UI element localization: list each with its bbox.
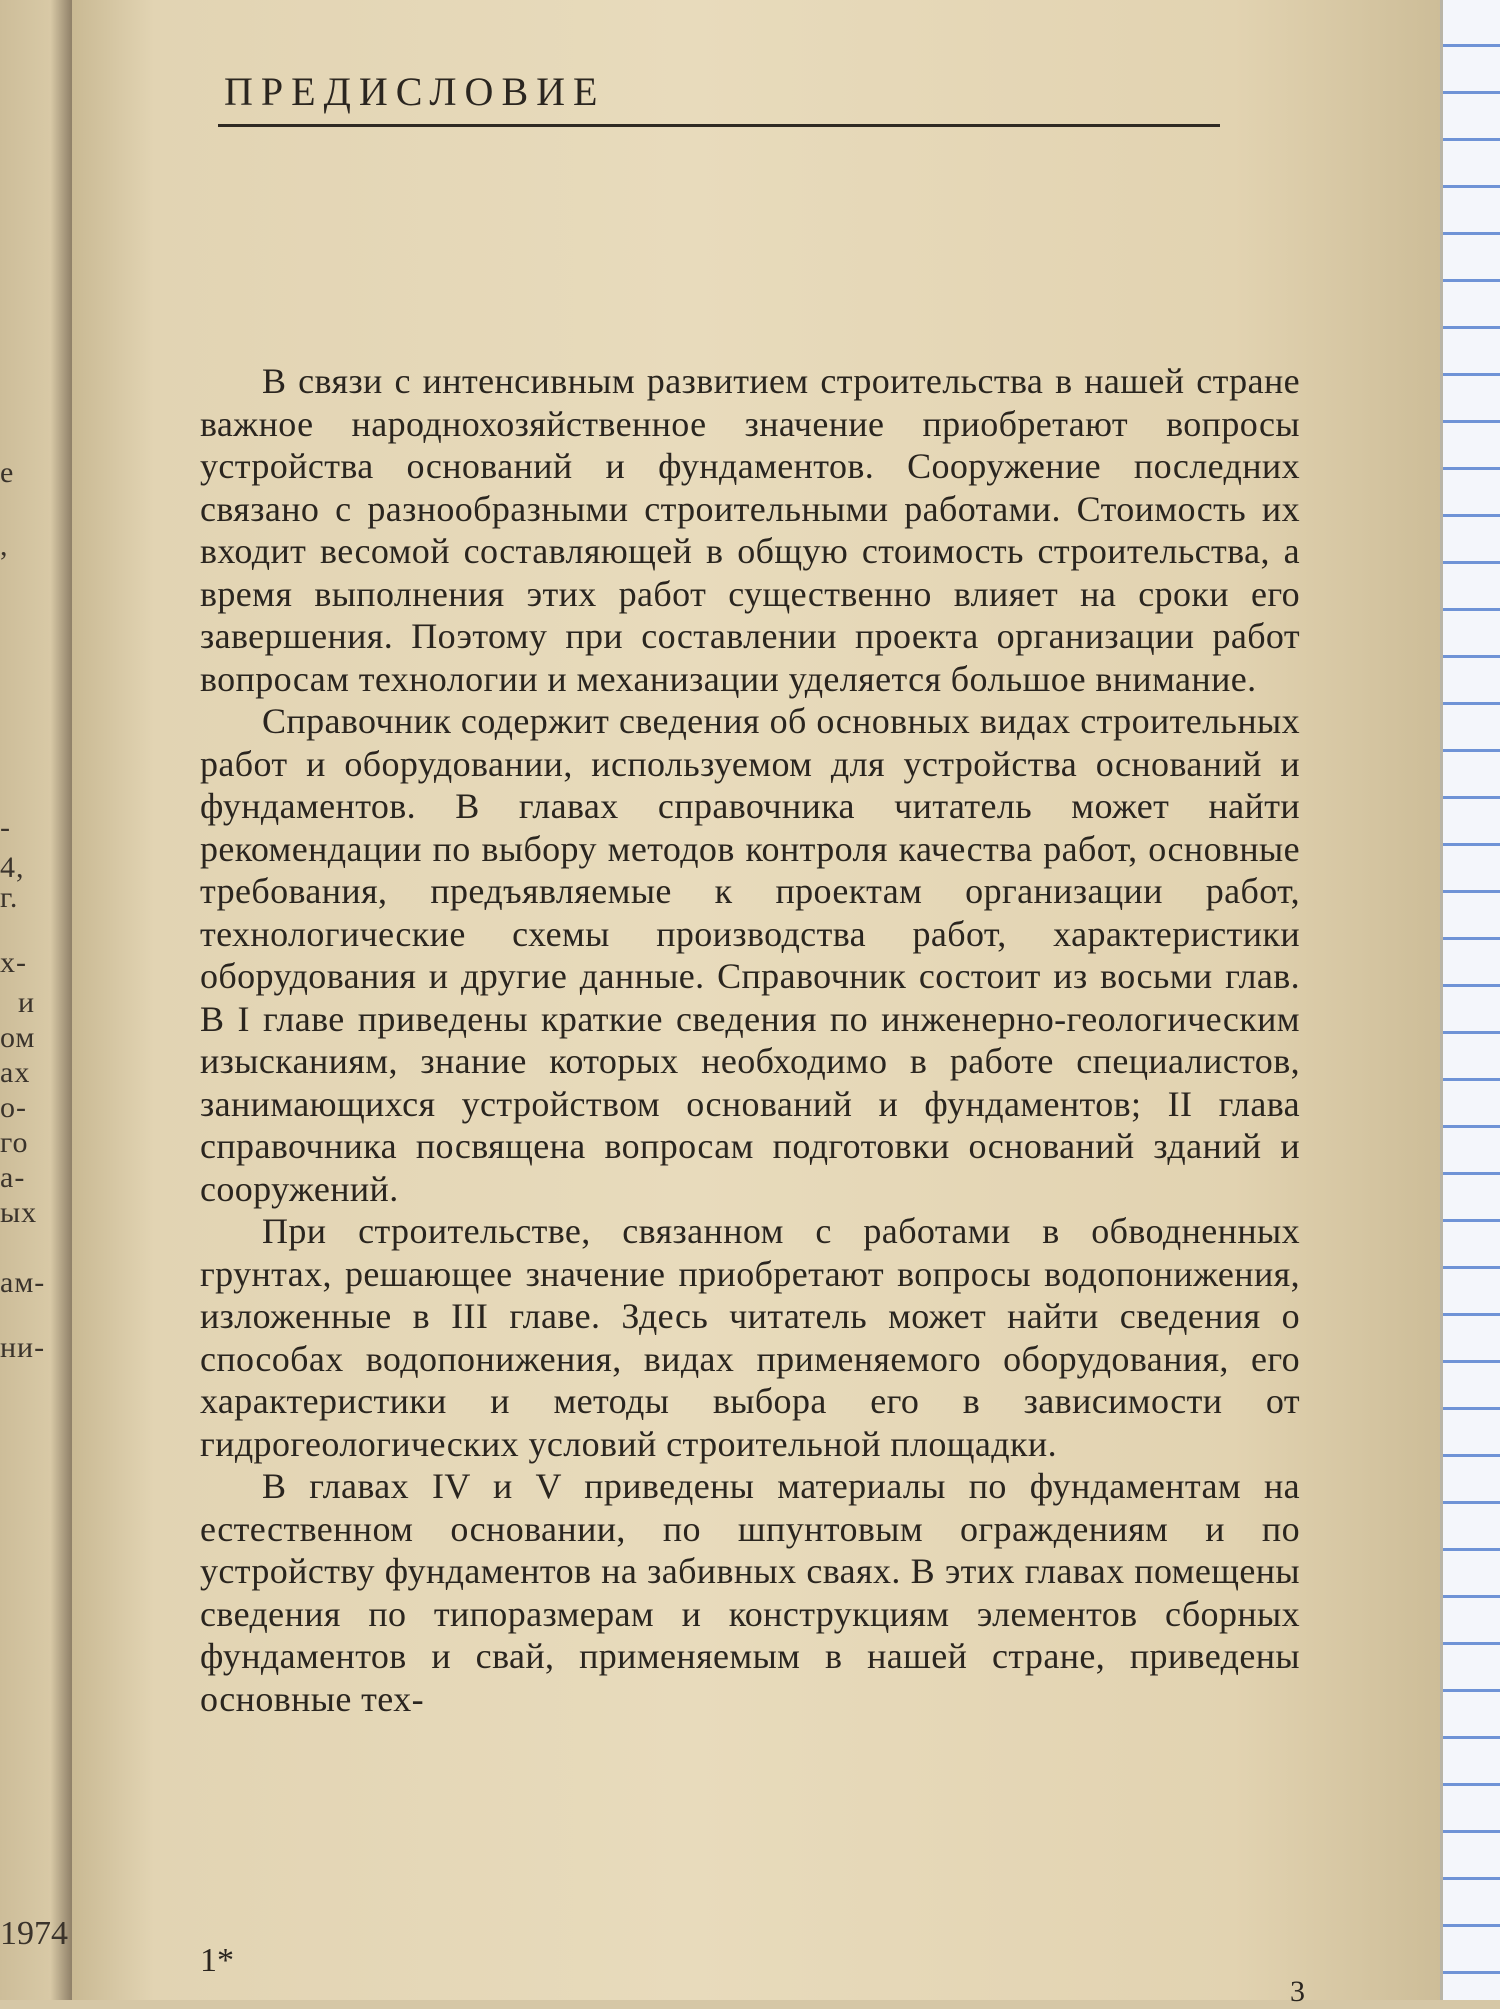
paragraph: Справочник содержит сведения об основных видах строительных работ и оборудовании, используемом для устройства оснований и фундаментов. В главах справочника читатель может найти рекомендации по выбору методов контроля качества работ, основные требования, предъявляемые к проектам организации работ, технологические схемы производства работ, характеристики оборудования и другие данные. Справочник состоит из восьми глав. В I главе приведены краткие сведения по инженерно-геологическим изысканиям, знание которых необходимо в работе специалистов, занимающихся устройством оснований и фундаментов; II глава справочника посвящена вопросам подготовки оснований зданий и сооружений. — [200, 701, 1300, 1209]
left-page-fragment: ах — [0, 1056, 31, 1089]
left-page-fragment: 4, — [0, 851, 25, 884]
left-page-fragment: ых — [0, 1196, 38, 1229]
previous-page-edge — [0, 0, 72, 2000]
signature-mark: 1* — [200, 1942, 234, 1979]
left-page-fragment: ом — [0, 1021, 36, 1054]
left-page-fragment: e — [0, 456, 15, 489]
preface-body — [200, 360, 1300, 1720]
page-number: 3 — [1290, 1975, 1305, 2008]
left-page-fragment: ам- — [0, 1266, 46, 1299]
left-page-fragment: х- — [0, 946, 27, 979]
paragraph: В главах IV и V приведены материалы по фундаментам на естественном основании, по шпунтовым ограждениям и по устройству фундаментов на забивных сваях. В этих главах помещены сведения по типоразмерам и конструкциям элементов сборных фундаментов и свай, применяемым в нашей стране, приведены основные тех- — [200, 1466, 1300, 1719]
notebook-paper-edge — [1440, 0, 1500, 2000]
page-title: ПРЕДИСЛОВИЕ — [224, 69, 606, 114]
paragraph: В связи с интенсивным развитием строительства в нашей стране важное народнохозяйственное значение приобретают вопросы устройства оснований и фундаментов. Сооружение последних связано с разнообразными строительными работами. Стоимость их входит весомой составляющей в общую стоимость строительства, а время выполнения этих работ существенно влияет на сроки его завершения. Поэтому при составлении проекта организации работ вопросам технологии и механизации уделяется большое внимание. — [200, 361, 1300, 699]
left-page-fragment: - — [0, 811, 11, 844]
left-page-fragment: а- — [0, 1161, 26, 1194]
left-page-fragment: го — [0, 1126, 29, 1159]
paragraph: При строительстве, связанном с работами в обводненных грунтах, решающее значение приобретают вопросы водопонижения, изложенные в III главе. Здесь читатель может найти сведения о способах водопонижения, видах применяемого оборудования, его характеристики и методы выбора его в зависимости от гидрогеологических условий строительной площадки. — [200, 1211, 1300, 1464]
heading-divider — [218, 124, 1220, 127]
left-page-footer: 1974 — [0, 1915, 68, 1952]
left-page-fragment: ни- — [0, 1331, 46, 1364]
left-page-fragment: и — [18, 986, 36, 1019]
left-page-fragment: о- — [0, 1091, 27, 1124]
left-page-fragment: г. — [0, 881, 19, 914]
left-page-fragment: , — [0, 529, 9, 562]
